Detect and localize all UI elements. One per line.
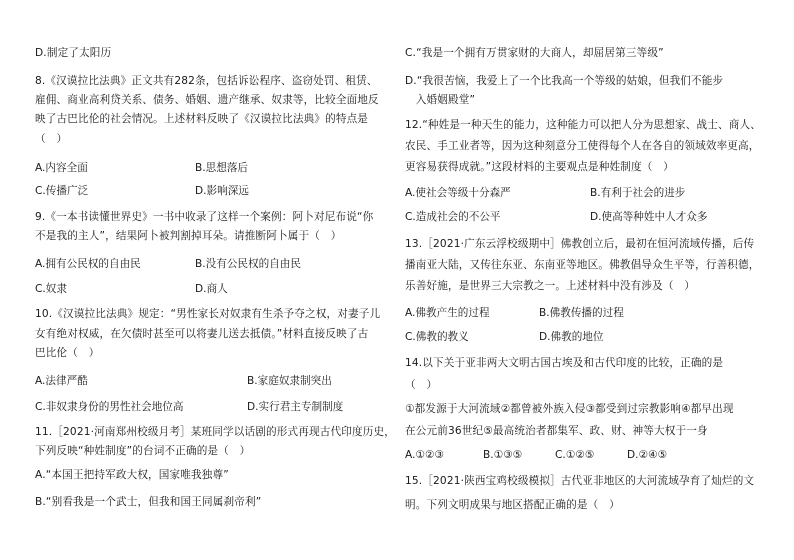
- q12-stem-line-2: 农民、手工业者等，因为这种刻意分工使得每个人在各自的领域效率更高，: [405, 140, 760, 152]
- q12-stem-line-1: 12.“种姓是一种天生的能力，这种能力可以把人分为思想家、战士、商人、: [405, 119, 761, 131]
- q15-stem-line-1: 15.［2021·陕西宝鸡校级模拟］古代亚非地区的大河流域孕育了灿烂的文: [405, 475, 755, 487]
- q8-option-c[interactable]: C.传播广泛: [35, 185, 89, 197]
- q8-stem-line-4: （ ）: [35, 133, 68, 145]
- q11-option-b[interactable]: B.“别看我是一个武士，但我和国王同属刹帝利”: [35, 496, 262, 508]
- q8-option-d[interactable]: D.影响深远: [195, 185, 249, 197]
- q11-option-d-line-1[interactable]: D.“我很苦恼，我爱上了一个比我高一个等级的姑娘，但我们不能步: [405, 75, 724, 87]
- q12-option-b[interactable]: B.有利于社会的进步: [590, 187, 686, 199]
- q13-option-c[interactable]: C.佛教的教义: [405, 331, 469, 343]
- q11-option-c[interactable]: C.“我是一个拥有万贯家财的大商人，却屈居第三等级”: [405, 47, 664, 59]
- q13-stem-line-2: 播南亚大陆，又传往东亚、东南亚等地区。佛教倡导众生平等，行善积德，: [405, 259, 760, 271]
- q10-option-d[interactable]: D.实行君主专制制度: [247, 401, 344, 413]
- q12-option-d[interactable]: D.使高等种姓中人才众多: [590, 211, 708, 223]
- q14-option-d[interactable]: D.②④⑤: [627, 449, 668, 461]
- q8-option-b[interactable]: B.思想落后: [195, 162, 249, 174]
- q9-option-a[interactable]: A.拥有公民权的自由民: [35, 258, 141, 270]
- q8-stem-line-3: 映了古巴比伦的社会情况。上述材料反映了《汉谟拉比法典》的特点是: [35, 113, 369, 125]
- q13-option-d[interactable]: D.佛教的地位: [539, 331, 604, 343]
- q11-stem-line-1: 11.［2021·河南郑州校级月考］某班同学以话剧的形式再现古代印度历史，: [35, 426, 395, 438]
- q13-option-a[interactable]: A.佛教产生的过程: [405, 307, 490, 319]
- q10-option-b[interactable]: B.家庭奴隶制突出: [247, 375, 332, 387]
- q8-stem-line-2: 雇佣、商业高利贷关系、债务、婚姻、遗产继承、奴隶等，比较全面地反: [35, 94, 379, 106]
- q11-option-a[interactable]: A.“本国王把持军政大权，国家唯我独尊”: [35, 469, 229, 481]
- q14-option-b[interactable]: B.①③⑤: [483, 449, 523, 461]
- q10-stem-line-3: 巴比伦（ ）: [35, 347, 100, 359]
- q13-option-b[interactable]: B.佛教传播的过程: [539, 307, 624, 319]
- q9-stem-line-2: 不是我的主人”，结果阿卜被判割掉耳朵。请推断阿卜属于（ ）: [35, 230, 342, 242]
- q9-option-c[interactable]: C.奴隶: [35, 283, 67, 295]
- q12-stem-line-3: 更容易获得成就。”这段材料的主要观点是种姓制度（ ）: [405, 161, 674, 173]
- q14-stem-line-2: （ ）: [405, 379, 438, 391]
- q14-stem-line-3: ①都发源于大河流域②都曾被外族入侵③都受到过宗教影响④都早出现: [405, 403, 734, 415]
- q7-option-d: D.制定了太阳历: [35, 47, 112, 59]
- q8-option-a[interactable]: A.内容全面: [35, 162, 88, 174]
- q9-option-d[interactable]: D.商人: [195, 283, 228, 295]
- q10-stem-line-1: 10.《汉谟拉比法典》规定：“男性家长对奴隶有生杀予夺之权，对妻子儿: [35, 308, 381, 320]
- q13-stem-line-3: 乐善好施，是世界三大宗教之一。上述材料中没有涉及（ ）: [405, 280, 696, 292]
- q12-option-a[interactable]: A.使社会等级十分森严: [405, 187, 511, 199]
- q14-stem-line-4: 在公元前36世纪⑤最高统治者都集军、政、财、神等大权于一身: [405, 425, 708, 437]
- q15-stem-line-2: 明。下列文明成果与地区搭配正确的是（ ）: [405, 499, 620, 511]
- q13-stem-line-1: 13.［2021·广东云浮校级期中］佛教创立后，最初在恒河流域传播，后传: [405, 238, 755, 250]
- q9-stem-line-1: 9.《一本书读懂世界史》一书中收录了这样一个案例：阿卜对尼布说“你: [35, 211, 374, 223]
- q11-stem-line-2: 下列反映“种姓制度”的台词不正确的是（ ）: [35, 445, 251, 457]
- q14-option-c[interactable]: C.①②⑤: [555, 449, 595, 461]
- q14-stem-line-1: 14.以下关于亚非两大文明古国古埃及和古代印度的比较，正确的是: [405, 357, 724, 369]
- q8-stem-line-1: 8.《汉谟拉比法典》正文共有282条，包括诉讼程序、盗窃处罚、租赁、: [35, 75, 378, 87]
- q14-option-a[interactable]: A.①②③: [405, 449, 444, 461]
- q11-option-d-line-2[interactable]: 入婚姻殿堂”: [405, 94, 476, 106]
- q10-option-a[interactable]: A.法律严酷: [35, 375, 88, 387]
- q10-stem-line-2: 女有绝对权威，在欠债时甚至可以将妻儿送去抵债。”材料直接反映了古: [35, 328, 369, 340]
- q10-option-c[interactable]: C.非奴隶身份的男性社会地位高: [35, 401, 184, 413]
- q12-option-c[interactable]: C.造成社会的不公平: [405, 211, 501, 223]
- q9-option-b[interactable]: B.没有公民权的自由民: [195, 258, 301, 270]
